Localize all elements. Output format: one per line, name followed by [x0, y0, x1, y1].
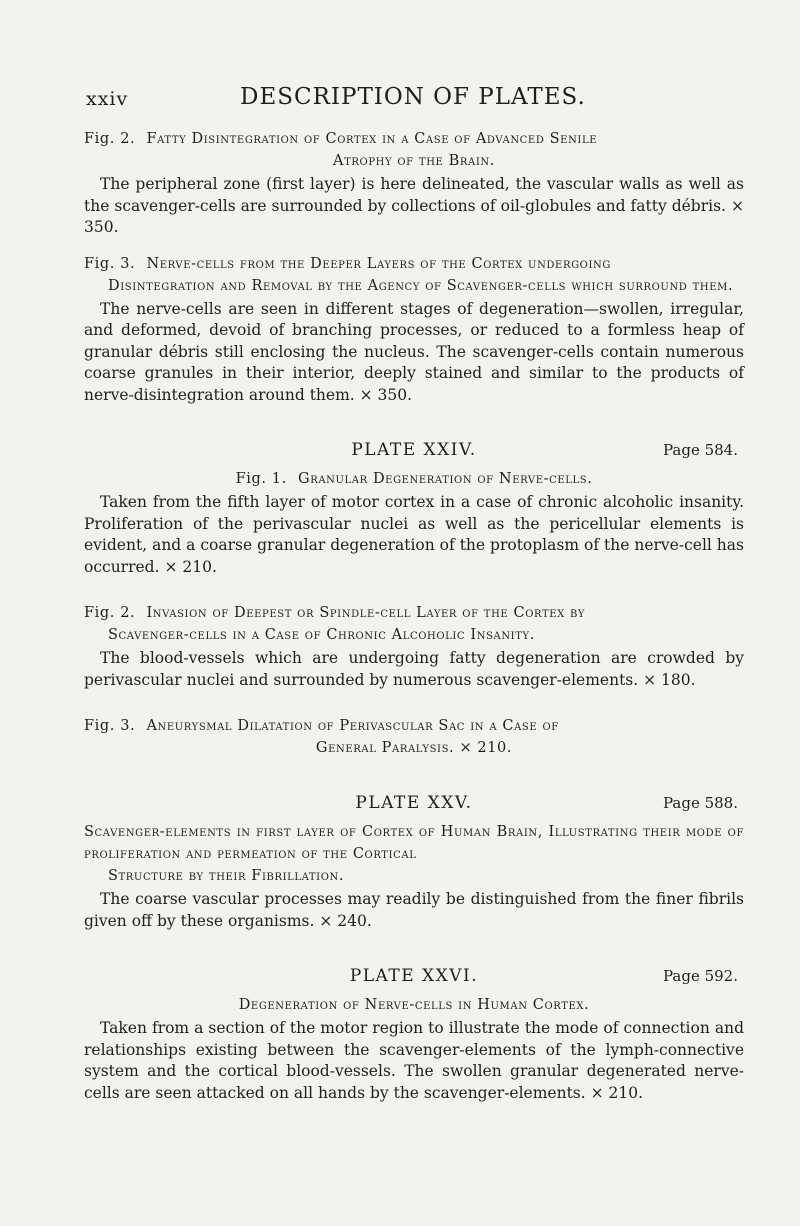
fig-description: The blood-vessels which are undergoing fatty degeneration are crowded by perivascular nuclei and surrounded by numerous scavenger-elements. × 180. [84, 649, 744, 689]
fig-title-continued: Disintegration and Removal by the Agency of Scavenger-cells which surround them. [108, 277, 734, 294]
fig-number: Fig. 2. [84, 605, 136, 621]
fig-title-continued: General Paralysis. × 210. [315, 740, 513, 756]
plate-title: PLATE XXIV. [351, 440, 477, 460]
page-content [84, 128, 744, 1104]
fig-heading [84, 468, 744, 490]
fig-description: Taken from the fifth layer of motor cortex in a case of chronic alcoholic insanity. Proliferation of the perivascular nuclei as well as the pericellular elements is evident, and a coarse granular degeneration of the protoplasm of the nerve-cell has occurred. × 210. [84, 493, 744, 576]
page-number: xxiv [86, 88, 129, 110]
fig-title-continued: Scavenger-cells in a Case of Chronic Alcoholic Insanity. [108, 627, 535, 643]
plate-page-ref: Page 588. [662, 794, 738, 812]
fig-heading [84, 715, 744, 759]
fig-heading [84, 253, 744, 297]
plate-subject-heading [84, 821, 744, 887]
plate-heading [84, 966, 744, 994]
fig-number: Fig. 2. [84, 131, 136, 147]
fig-title: Aneurysmal Dilatation of Perivascular Sac in a Case of [146, 718, 559, 734]
fig-number: Fig. 1. [235, 471, 287, 487]
fig-description: The nerve-cells are seen in different stages of degeneration—swollen, irregular, and deformed, devoid of branching processes, or reduced to a formless heap of granular débris still enclosing the nucleus. The scavenger-cells contain numerous coarse granules in their interior, deeply stained and similar to the products of nerve-disintegration around them. × 350. [84, 299, 744, 404]
fig-title: Granular Degeneration of Nerve-cells. [298, 471, 593, 487]
fig-heading [84, 128, 744, 172]
fig-number: Fig. 3. [84, 255, 136, 272]
plate-subject: Degeneration of Nerve-cells in Human Cortex. [238, 997, 590, 1013]
plate-title: PLATE XXV. [355, 793, 473, 813]
plate-heading [84, 793, 744, 821]
plate-subject: Scavenger-elements in first layer of Cortex of Human Brain, Illustrating their mode of proliferation and permeation of the Cortical [84, 824, 744, 862]
fig-title: Fatty Disintegration of Cortex in a Case of Advanced Senile [146, 131, 598, 147]
plate-page-ref: Page 584. [662, 441, 738, 459]
plate-description: The coarse vascular processes may readily be distinguished from the finer fibrils given off by these organisms. × 240. [84, 890, 744, 930]
plate-description: Taken from a section of the motor region to illustrate the mode of connection and relationships existing between the scavenger-elements of the lymph-connective system and the cortical blood-vessels. The swollen granular degenerated nerve-cells are seen attacked on all hands by the scavenger-elements. × 210. [84, 1019, 744, 1102]
fig-heading [84, 602, 744, 646]
fig-title-continued: Atrophy of the Brain. [333, 153, 495, 169]
fig-title: Invasion of Deepest or Spindle-cell Layer of the Cortex by [146, 605, 586, 621]
fig-description: The peripheral zone (first layer) is here delineated, the vascular walls as well as the scavenger-cells are surrounded by collections of oil-globules and fatty débris. × 350. [84, 175, 744, 236]
plate-page-ref: Page 592. [662, 967, 738, 985]
plate-title: PLATE XXVI. [349, 966, 479, 986]
plate-subject-heading [84, 994, 744, 1016]
running-title: DESCRIPTION OF PLATES. [240, 84, 586, 110]
plate-subject-continued: Structure by their Fibrillation. [108, 868, 345, 884]
fig-title: Nerve-cells from the Deeper Layers of the Cortex undergoing [146, 255, 611, 272]
fig-number: Fig. 3. [84, 718, 136, 734]
plate-heading [84, 440, 744, 468]
